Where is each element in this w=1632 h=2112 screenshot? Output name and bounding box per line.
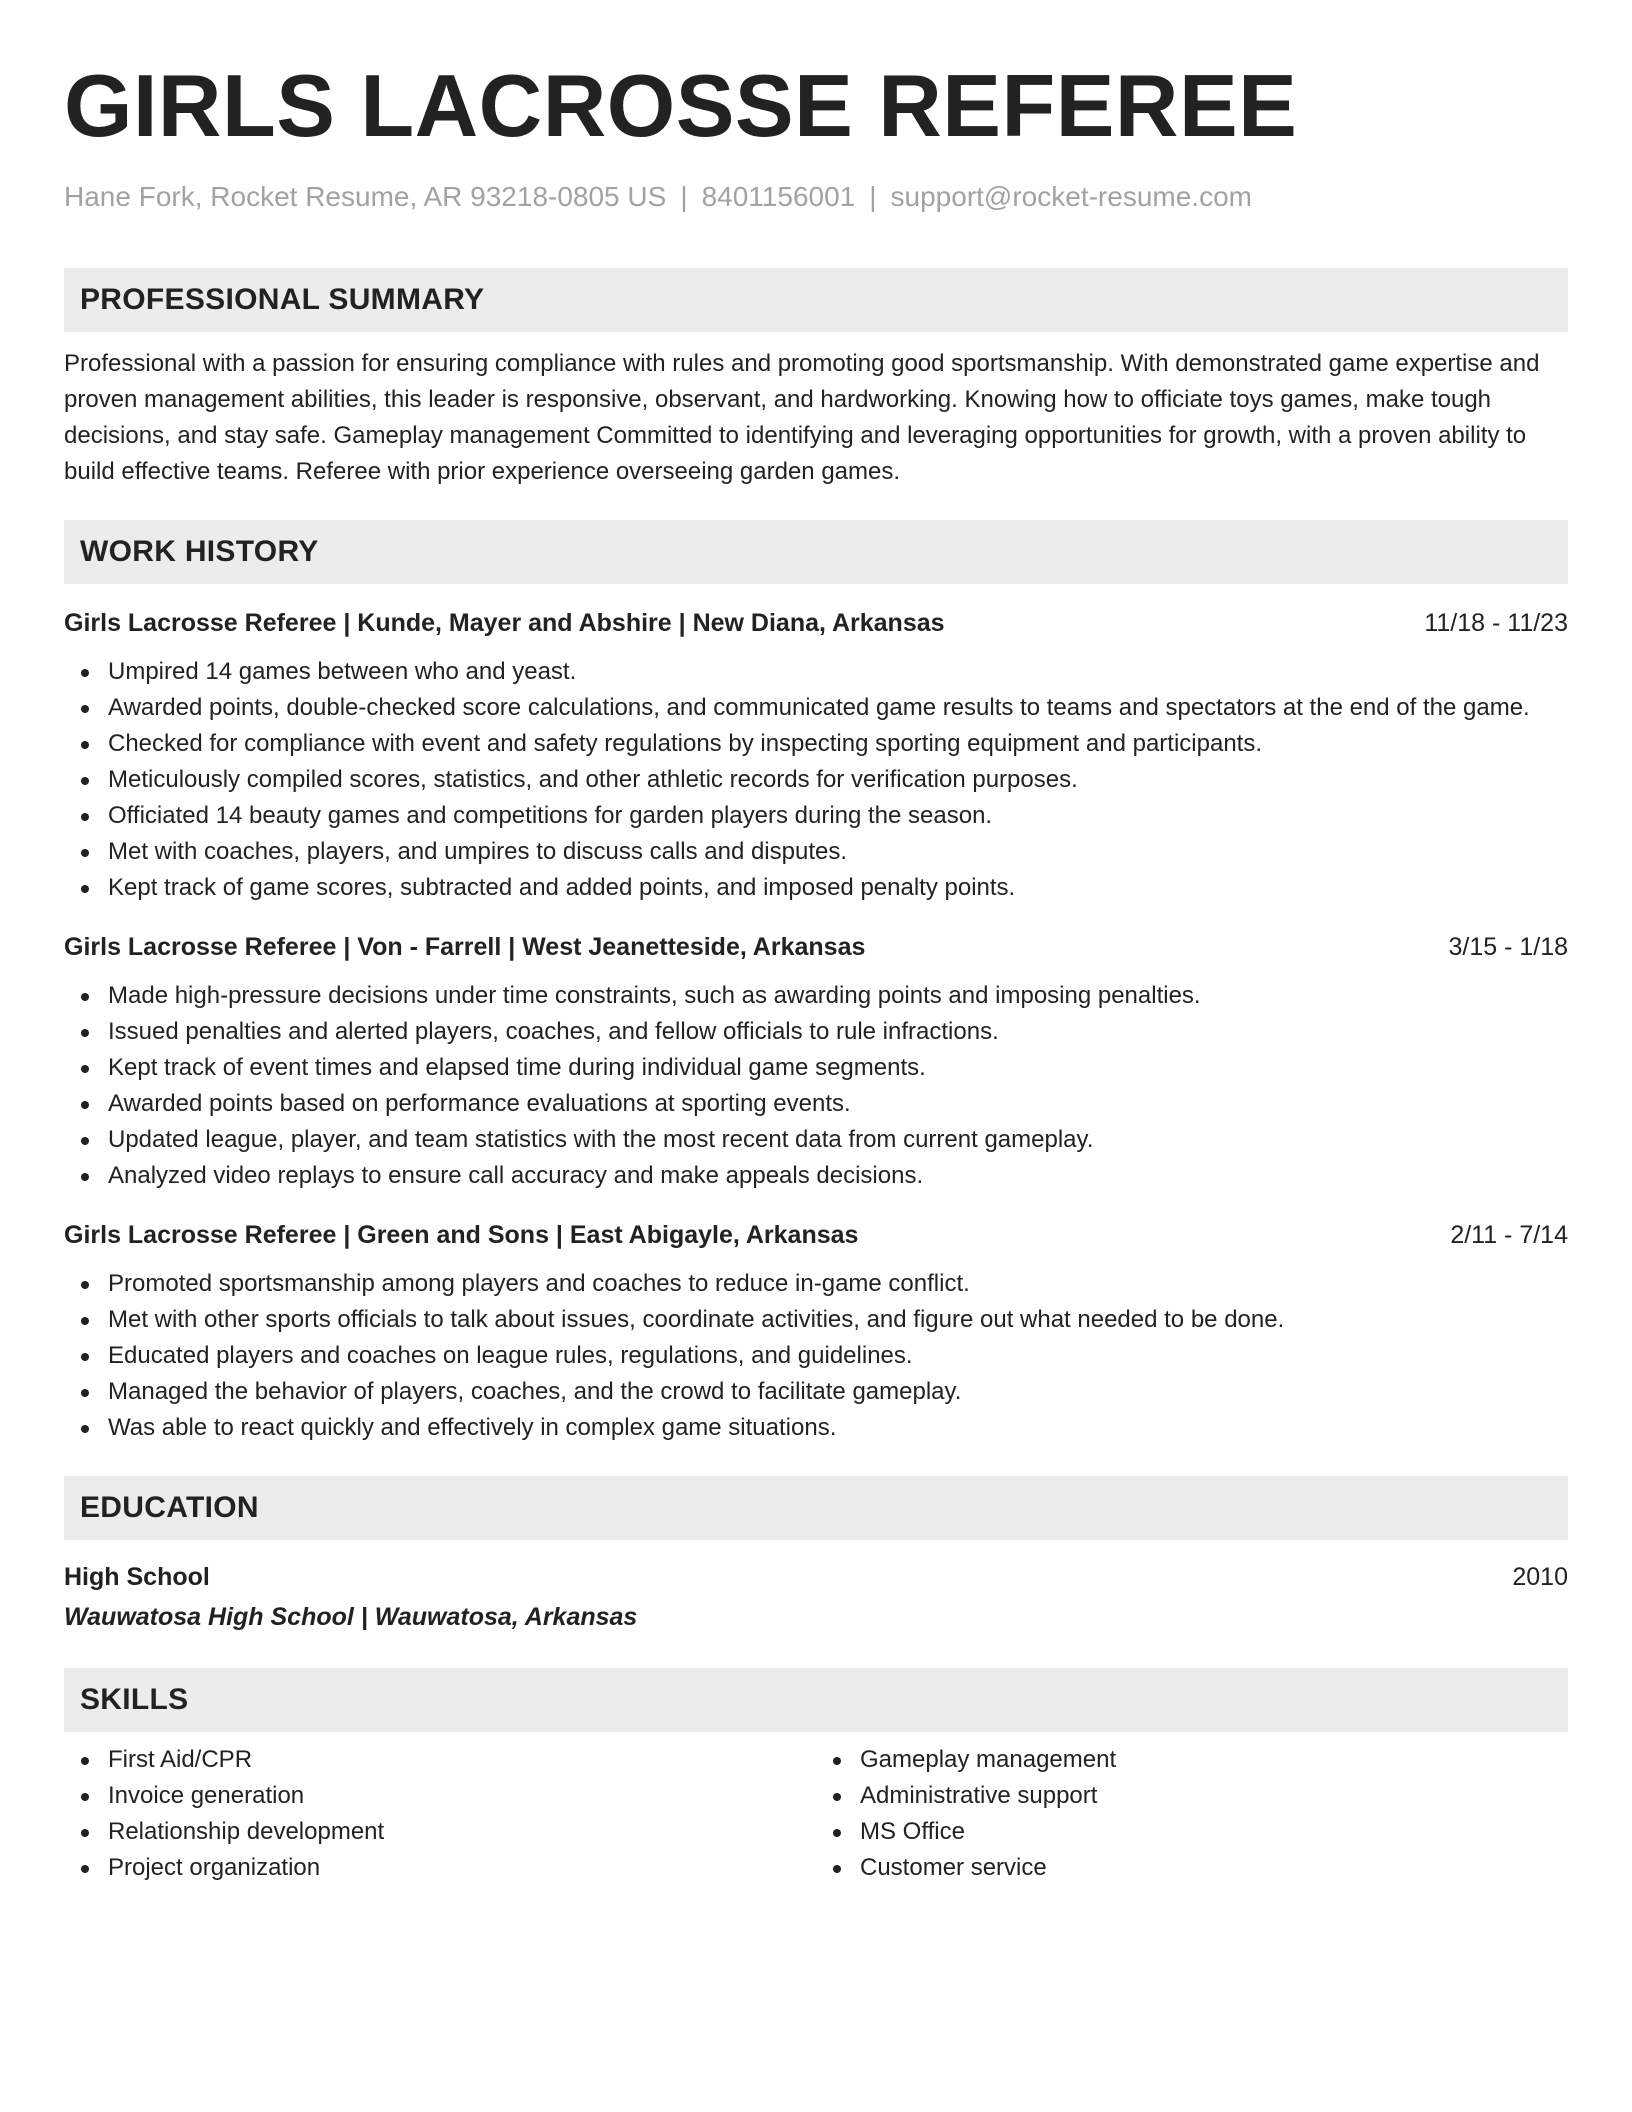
job-bullet: Awarded points based on performance evaluations at sporting events. bbox=[108, 1086, 1568, 1122]
job-bullet-list bbox=[64, 654, 1568, 906]
job-title: Girls Lacrosse Referee | Von - Farrell | West Jeanetteside, Arkansas bbox=[64, 933, 866, 961]
job-bullet: Officiated 14 beauty games and competitions for garden players during the season. bbox=[108, 798, 1568, 834]
section-heading-summary: PROFESSIONAL SUMMARY bbox=[64, 268, 1568, 332]
skill-item: First Aid/CPR bbox=[108, 1742, 816, 1778]
job-bullet: Met with other sports officials to talk about issues, coordinate activities, and figure out what needed to be done. bbox=[108, 1302, 1568, 1338]
job-bullet: Meticulously compiled scores, statistics, and other athletic records for verification purposes. bbox=[108, 762, 1568, 798]
skill-item: Administrative support bbox=[860, 1778, 1568, 1814]
job-bullet: Issued penalties and alerted players, coaches, and fellow officials to rule infractions. bbox=[108, 1014, 1568, 1050]
skill-item: Project organization bbox=[108, 1850, 816, 1886]
job-bullet: Managed the behavior of players, coaches, and the crowd to facilitate gameplay. bbox=[108, 1374, 1568, 1410]
job-bullet: Umpired 14 games between who and yeast. bbox=[108, 654, 1568, 690]
job-title: Girls Lacrosse Referee | Green and Sons | East Abigayle, Arkansas bbox=[64, 1221, 859, 1249]
job-entry bbox=[64, 1218, 1568, 1446]
contact-separator: | bbox=[869, 181, 877, 212]
job-bullet: Met with coaches, players, and umpires to discuss calls and disputes. bbox=[108, 834, 1568, 870]
job-bullet: Was able to react quickly and effectively in complex game situations. bbox=[108, 1410, 1568, 1446]
job-bullet: Awarded points, double-checked score calculations, and communicated game results to teams and spectators at the end of the game. bbox=[108, 690, 1568, 726]
skills-list-left bbox=[64, 1742, 816, 1886]
skills-list-right bbox=[816, 1742, 1568, 1886]
skills-grid bbox=[64, 1742, 1568, 1886]
job-bullet: Educated players and coaches on league rules, regulations, and guidelines. bbox=[108, 1338, 1568, 1374]
job-bullet: Analyzed video replays to ensure call accuracy and make appeals decisions. bbox=[108, 1158, 1568, 1194]
section-heading-education: EDUCATION bbox=[64, 1476, 1568, 1540]
skill-item: Invoice generation bbox=[108, 1778, 816, 1814]
education-school: Wauwatosa High School | Wauwatosa, Arkansas bbox=[64, 1603, 638, 1631]
job-entry bbox=[64, 930, 1568, 1194]
job-header bbox=[64, 930, 1568, 964]
job-bullet: Kept track of game scores, subtracted and added points, and imposed penalty points. bbox=[108, 870, 1568, 906]
job-bullet-list bbox=[64, 1266, 1568, 1446]
contact-address: Hane Fork, Rocket Resume, AR 93218-0805 US bbox=[64, 181, 667, 212]
skill-item: Gameplay management bbox=[860, 1742, 1568, 1778]
resume-name: GIRLS LACROSSE REFEREE bbox=[64, 56, 1298, 155]
job-bullet-list bbox=[64, 978, 1568, 1194]
job-header bbox=[64, 606, 1568, 640]
skill-item: Relationship development bbox=[108, 1814, 816, 1850]
section-heading-skills: SKILLS bbox=[64, 1668, 1568, 1732]
education-year: 2010 bbox=[1512, 1563, 1568, 1591]
job-title: Girls Lacrosse Referee | Kunde, Mayer and Abshire | New Diana, Arkansas bbox=[64, 609, 945, 637]
job-bullet: Updated league, player, and team statistics with the most recent data from current gameplay. bbox=[108, 1122, 1568, 1158]
job-bullet: Checked for compliance with event and safety regulations by inspecting sporting equipment and participants. bbox=[108, 726, 1568, 762]
job-dates: 2/11 - 7/14 bbox=[1450, 1221, 1568, 1249]
skill-item: MS Office bbox=[860, 1814, 1568, 1850]
education-degree: High School bbox=[64, 1563, 210, 1591]
job-entry bbox=[64, 606, 1568, 906]
contact-phone: 8401156001 bbox=[701, 181, 856, 212]
contact-email: support@rocket-resume.com bbox=[890, 181, 1252, 212]
section-heading-work-history: WORK HISTORY bbox=[64, 520, 1568, 584]
job-header bbox=[64, 1218, 1568, 1252]
job-bullet: Kept track of event times and elapsed time during individual game segments. bbox=[108, 1050, 1568, 1086]
summary-text: Professional with a passion for ensuring compliance with rules and promoting good sportsmanship. With demonstrated game expertise and proven management abilities, this leader is responsive, observant, and hardworking. Knowing how to officiate toys games, make tough decisions, and stay safe. Gameplay management Committed to identifying and leveraging opportunities for growth, with a proven ability to build effective teams. Referee with prior experience overseeing garden games. bbox=[64, 350, 1540, 485]
skill-item: Customer service bbox=[860, 1850, 1568, 1886]
job-bullet: Made high-pressure decisions under time constraints, such as awarding points and imposing penalties. bbox=[108, 978, 1568, 1014]
job-dates: 3/15 - 1/18 bbox=[1448, 933, 1568, 961]
job-bullet: Promoted sportsmanship among players and coaches to reduce in-game conflict. bbox=[108, 1266, 1568, 1302]
contact-line bbox=[64, 180, 1568, 214]
job-dates: 11/18 - 11/23 bbox=[1424, 609, 1568, 637]
contact-separator: | bbox=[680, 181, 688, 212]
education-row bbox=[64, 1560, 1568, 1594]
